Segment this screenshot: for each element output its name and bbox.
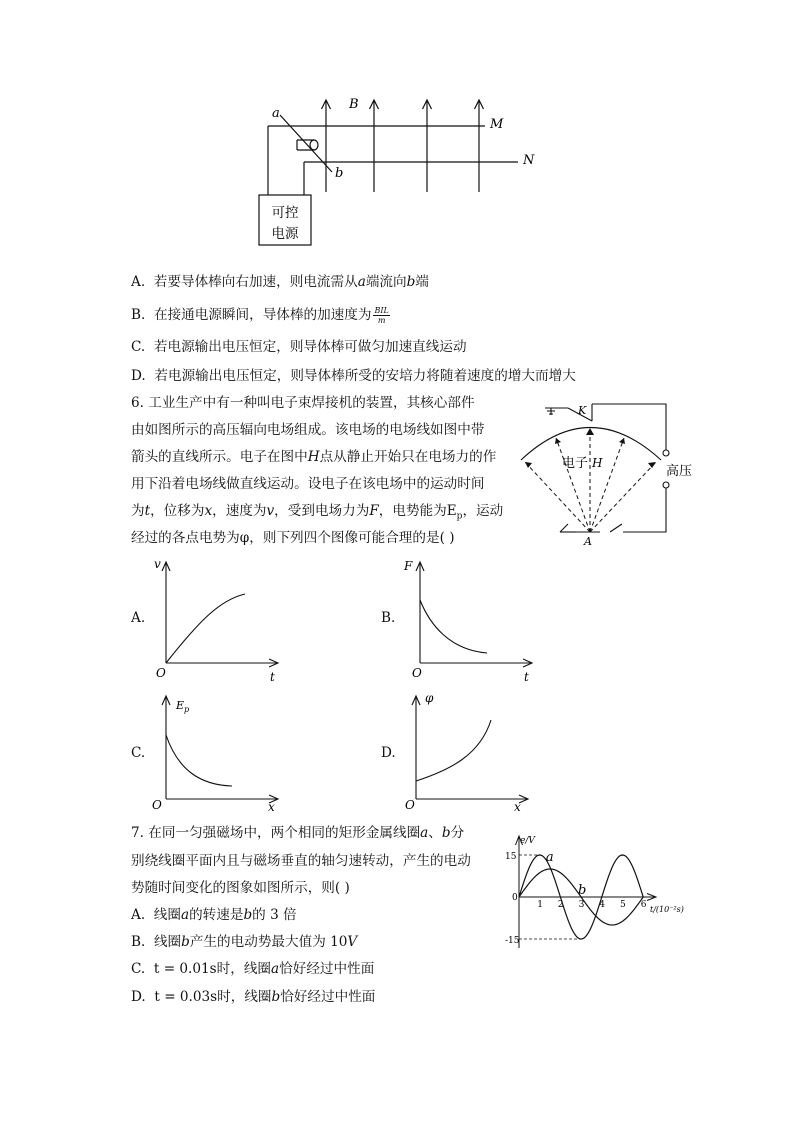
rail-m-label: M [490, 117, 504, 132]
series-a-label: a [545, 850, 554, 865]
rail-n-label: N [523, 153, 535, 168]
high-voltage-label: 高压 [666, 464, 693, 479]
field-arrows [322, 100, 484, 192]
x-tick-label: 4 [599, 900, 606, 910]
svg-text:Ep: $E_p$ [176, 699, 190, 714]
x-tick-label: 3 [578, 900, 585, 910]
svg-text:O: O [152, 798, 162, 812]
y-tick-label: -15 [505, 936, 520, 946]
radial-field-figure [515, 398, 695, 548]
q6-stem-line3: 箭头的直线所示。电子在图中H点从静止开始只在电场力的作 [131, 449, 497, 465]
acceleration-fraction: $\frac{\text{BIL}}{m}$ [374, 306, 389, 325]
q5-option-c: C. 若电源输出电压恒定，则导体棒可做匀加速直线运动 [131, 339, 467, 355]
q6-stem-line2: 由如图所示的高压辐向电场组成。该电场的电场线如图中带 [131, 422, 485, 438]
q7-stem-line2: 别绕线圈平面内且与磁场垂直的轴匀速转动，产生的电动 [131, 853, 471, 869]
x-tick-label: 5 [620, 900, 626, 910]
field-lines [525, 428, 656, 532]
power-box-line1: 可控 [271, 205, 299, 221]
y-axis-label: e/V [520, 836, 535, 846]
svg-text:F: F [404, 559, 413, 573]
emf-time-chart [500, 830, 700, 955]
svg-text:t: t [270, 670, 275, 684]
rail-figure [250, 92, 550, 252]
q6-stem-line5: 为t，位移为x，速度为v，受到电场力为F，电势能为$E_p$，运动 [131, 503, 504, 522]
q7-option-d: D. t = 0.03s时，线圈b恰好经过中性面 [131, 989, 376, 1005]
curve-b [420, 600, 487, 653]
graph-d-phi-x [400, 688, 540, 813]
field-b-label: B [349, 97, 359, 112]
point-a-label: A [584, 535, 592, 548]
x-axis-label: t/(10⁻²s) [650, 905, 684, 914]
svg-text:v: v [154, 557, 161, 571]
switch-k-label: K [578, 404, 587, 417]
curve-d [416, 720, 491, 781]
x-tick-label: 1 [537, 900, 543, 910]
q6-stem-line6: 经过的各点电势为φ，则下列四个图像可能合理的是( ) [131, 530, 455, 546]
curve-a [166, 594, 245, 663]
q7-option-a: A. 线圈a的转速是b的 3 倍 [131, 907, 297, 923]
q6-stem-line1: 6. 工业生产中有一种叫电子束焊接机的装置，其核心部件 [131, 395, 475, 411]
svg-text:x: x [514, 800, 521, 814]
svg-text:φ: φ [425, 691, 434, 705]
q7-stem-line1: 7. 在同一匀强磁场中，两个相同的矩形金属线圈a、b分 [131, 825, 465, 841]
conductor-rod [280, 115, 332, 172]
series-b-label: b [577, 883, 587, 898]
svg-text:O: O [156, 666, 166, 680]
svg-text:x: x [268, 800, 275, 814]
q5-option-a: A. 若要导体棒向右加速，则电流需从a端流向b端 [131, 274, 429, 290]
q7-stem-line3: 势随时间变化的图象如图所示，则( ) [131, 880, 350, 896]
q6-stem-line4: 用下沿着电场线做直线运动。设电子在该电场中的运动时间 [131, 476, 485, 492]
q7-option-b: B. 线圈b产生的电动势最大值为 10V [131, 934, 358, 950]
q6-option-c-letter: C. [131, 745, 146, 761]
end-a-label: a [272, 106, 280, 121]
q7-option-c: C. t = 0.01s时，线圈a恰好经过中性面 [131, 961, 375, 977]
end-b-label: b [335, 166, 344, 181]
svg-text:t: t [524, 670, 529, 684]
svg-text:O: O [405, 798, 415, 812]
point-h-label: H [592, 456, 603, 470]
graph-b-f-t [400, 555, 540, 685]
q6-option-d-letter: D. [381, 745, 396, 761]
electron-label: 电子 [562, 456, 589, 471]
x-tick-label: 2 [557, 900, 564, 910]
graph-c-ep-x [150, 690, 290, 815]
x-tick-label: 6 [640, 900, 647, 910]
q6-option-a-letter: A. [131, 610, 146, 626]
curve-c [166, 735, 232, 786]
y-tick-label: 0 [512, 893, 518, 903]
y-tick-label: 15 [505, 852, 517, 862]
power-box-line2: 电源 [271, 226, 299, 242]
q6-option-b-letter: B. [381, 610, 396, 626]
svg-text:O: O [412, 666, 422, 680]
graph-a-v-t [150, 555, 290, 685]
q5-option-b: B. 在接通电源瞬间，导体棒的加速度为 $\frac{\text{BIL}}{m}$ [131, 306, 389, 325]
q5-option-d: D. 若电源输出电压恒定，则导体棒所受的安培力将随着速度的增大而增大 [131, 368, 576, 384]
